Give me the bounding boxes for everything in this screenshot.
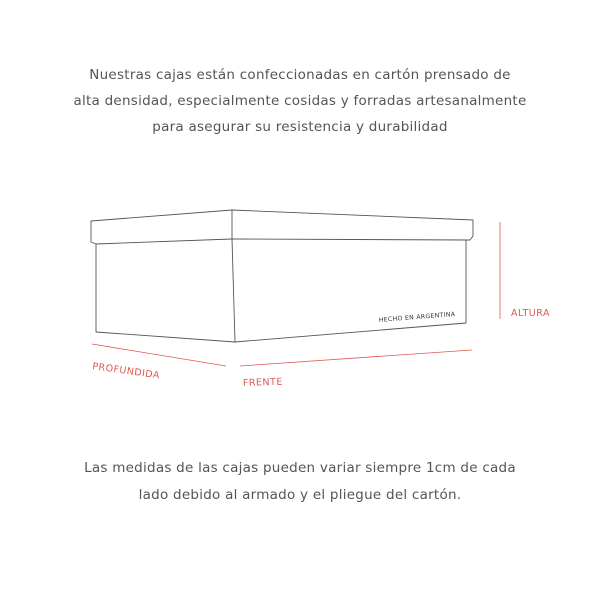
box-lid bbox=[91, 210, 473, 244]
intro-line-1: Nuestras cajas están confeccionadas en cartón prensado de bbox=[89, 67, 511, 83]
box-body bbox=[96, 240, 466, 342]
box-print-text: HECHO EN ARGENTINA bbox=[378, 311, 456, 324]
note-line-1: Las medidas de las cajas pueden variar siempre 1cm de cada bbox=[84, 460, 516, 476]
intro-line-2: alta densidad, especialmente cosidas y forradas artesanalmente bbox=[73, 93, 527, 109]
intro-line-3: para asegurar su resistencia y durabilidad bbox=[152, 119, 448, 135]
front-dimension-line bbox=[240, 350, 472, 366]
front-label: FRENTE bbox=[242, 376, 284, 389]
depth-dimension-line bbox=[92, 344, 226, 366]
height-label: ALTURA bbox=[511, 308, 550, 319]
note-line-2: lado debido al armado y el pliegue del cartón. bbox=[138, 487, 462, 503]
size-note bbox=[0, 455, 600, 509]
depth-label: PROFUNDIDA bbox=[91, 361, 161, 382]
box-front-edge bbox=[232, 239, 235, 342]
